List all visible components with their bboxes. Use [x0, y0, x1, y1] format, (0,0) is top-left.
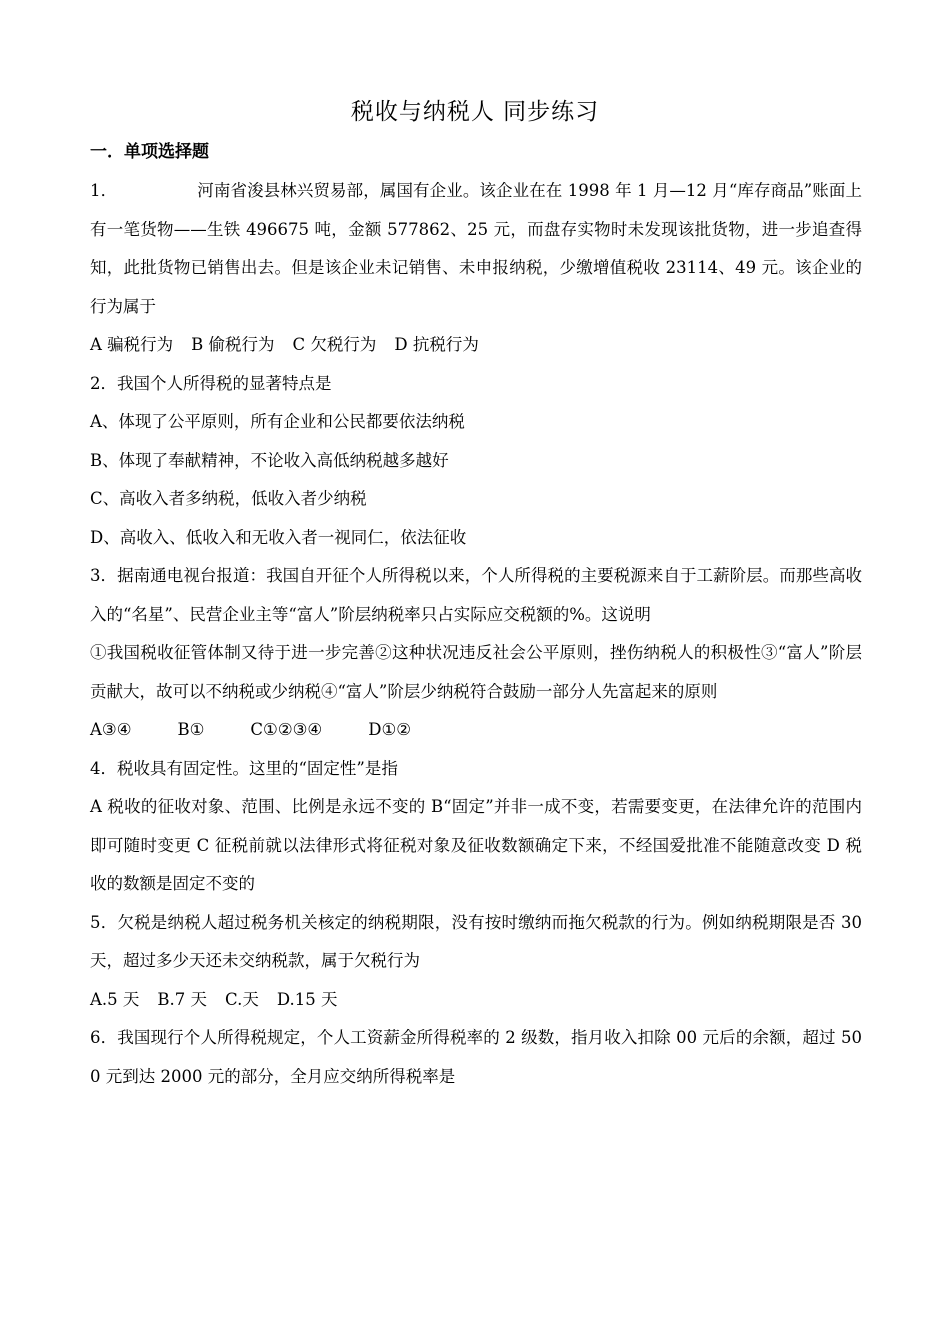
option-b: B 偷税行为: [191, 335, 275, 354]
question-2-option-c: C、高收入者多纳税，低收入者少纳税: [90, 489, 367, 508]
option-a: A③④: [90, 720, 132, 739]
question-1-options: [90, 326, 862, 365]
question-2-option-b: B、体现了奉献精神，不论收入高低纳税越多越好: [90, 450, 449, 470]
question-2-option-d: D、高收入、低收入和无收入者一视同仁，依法征收: [90, 527, 467, 547]
section-heading: 一．单项选择题: [90, 142, 209, 162]
question-2: 2．我国个人所得税的显著特点是: [90, 373, 332, 393]
question-3-statements: ①我国税收征管体制又待于进一步完善②这种状况违反社会公平原则，挫伤纳税人的积极性③“富人”阶层贡献大，故可以不纳税或少纳税④“富人”阶层少纳税符合鼓励一部分人先富起来的原则: [90, 643, 862, 701]
question-1-text: 河南省浚县林兴贸易部，属国有企业。该企业在在 1998 年 1 月—12 月“库存商品”账面上有一笔货物——生铁 496675 吨，金额 577862、25 元，而盘存实物时未发现该批货物，进一步追查得知，此批货物已销售出去。但是该企业未记销售、未申报纳税，少缴增值税收 23114、49 元。该企业的行为属于: [90, 181, 862, 316]
option-a: A 骗税行为: [90, 335, 174, 354]
question-4-options: A 税收的征收对象、范围、比例是永远不变的 B“固定”并非一成不变，若需要变更，在法律允许的范围内即可随时变更 C 征税前就以法律形式将征税对象及征收数额确定下来，不经国爱批准不能随意改变 D 税收的数额是固定不变的: [90, 797, 862, 893]
option-c: C.天: [225, 989, 259, 1009]
option-b: B.7 天: [157, 989, 208, 1009]
question-5-options: [90, 981, 862, 1020]
document-title: 税收与纳税人 同步练习: [350, 99, 600, 125]
option-a: A.5 天: [90, 989, 140, 1009]
question-1: [90, 172, 862, 326]
option-d: D 抗税行为: [394, 335, 479, 354]
option-c: C①②③④: [250, 720, 323, 739]
option-d: D①②: [368, 720, 412, 739]
question-6: 6．我国现行个人所得税规定，个人工资薪金所得税率的 2 级数，指月收入扣除 00 元后的余额，超过 500 元到达 2000 元的部分，全月应交纳所得税率是: [90, 1028, 862, 1086]
question-1-number: 1．: [90, 181, 118, 200]
question-4: 4．税收具有固定性。这里的“固定性”是指: [90, 758, 398, 778]
option-b: B①: [177, 720, 205, 739]
question-3: 3．据南通电视台报道：我国自开征个人所得税以来，个人所得税的主要税源来自于工薪阶层。而那些高收入的“名星”、民营企业主等“富人”阶层纳税率只占实际应交税额的%。这说明: [90, 566, 862, 624]
document-body: [90, 172, 862, 1096]
question-5: 5．欠税是纳税人超过税务机关核定的纳税期限，没有按时缴纳而拖欠税款的行为。例如纳税期限是否 30 天，超过多少天还未交纳税款，属于欠税行为: [90, 912, 862, 970]
option-d: D.15 天: [276, 989, 338, 1009]
question-3-options: [90, 711, 862, 750]
option-c: C 欠税行为: [292, 335, 377, 354]
question-2-option-a: A、体现了公平原则，所有企业和公民都要依法纳税: [90, 412, 465, 431]
